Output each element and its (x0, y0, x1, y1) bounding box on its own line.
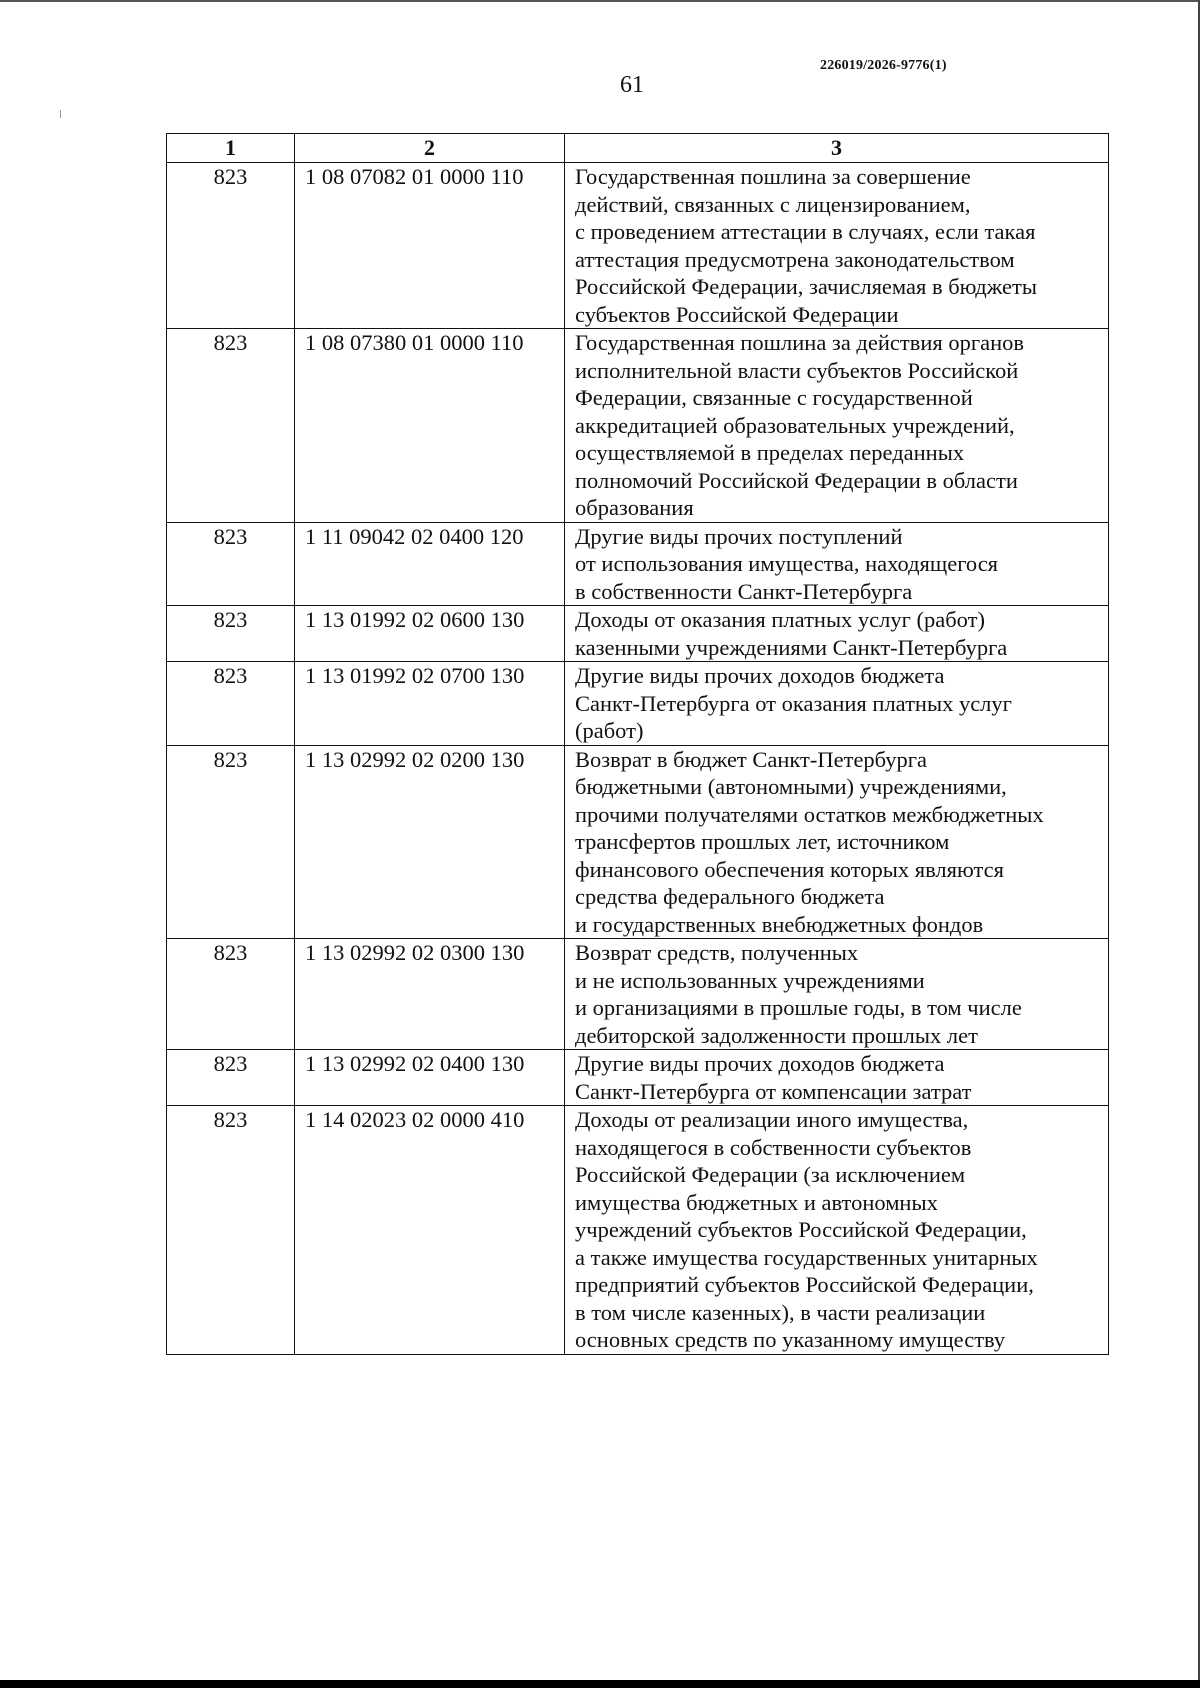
description-line: Федерации, связанные с государственной (575, 385, 973, 410)
description-line: предприятий субъектов Российской Федерации, (575, 1272, 1034, 1297)
description-line: и организациями в прошлые годы, в том числе (575, 995, 1022, 1020)
description-line: находящегося в собственности субъектов (575, 1134, 972, 1160)
description-line: аттестация предусмотрена законодательством (575, 246, 1015, 272)
admin-code-cell: 823 (167, 662, 295, 746)
description-line: учреждений субъектов Российской Федерации, (575, 1217, 1027, 1242)
admin-code-cell: 823 (167, 1106, 295, 1355)
description-line: казенными учреждениями Санкт-Петербурга (575, 634, 1008, 660)
table-header-row (167, 134, 1109, 163)
table-row (167, 522, 1109, 606)
description-line: Другие виды прочих поступлений (575, 523, 903, 549)
budget-code-cell: 1 14 02023 02 0000 410 (295, 1106, 565, 1355)
description-cell (565, 1106, 1109, 1355)
scan-border-top (0, 0, 1200, 2)
budget-code-cell: 1 13 01992 02 0600 130 (295, 606, 565, 662)
description-line: финансового обеспечения которых являются (575, 856, 1004, 882)
description-line: и не использованных учреждениями (575, 967, 925, 993)
description-cell (565, 606, 1109, 662)
description-line: аккредитацией образовательных учреждений, (575, 412, 1015, 438)
scan-border-bottom (0, 1680, 1200, 1688)
description-line: трансфертов прошлых лет, источником (575, 829, 950, 854)
table-row (167, 329, 1109, 523)
description-line: и государственных внебюджетных фондов (575, 911, 984, 937)
budget-code-cell: 1 08 07380 01 0000 110 (295, 329, 565, 523)
column-header-2: 2 (295, 134, 565, 163)
description-line: с проведением аттестации в случаях, если такая (575, 219, 1036, 244)
description-line: образования (575, 495, 694, 520)
description-line: (работ) (575, 718, 644, 743)
page-number: 61 (620, 72, 644, 98)
column-header-1: 1 (167, 134, 295, 163)
description-line: действий, связанных с лицензированием, (575, 191, 971, 217)
budget-code-cell: 1 13 01992 02 0700 130 (295, 662, 565, 746)
description-line: Российской Федерации (за исключением (575, 1162, 966, 1187)
description-cell (565, 1050, 1109, 1106)
table-row (167, 606, 1109, 662)
description-cell (565, 745, 1109, 939)
table-row (167, 939, 1109, 1050)
description-line: Доходы от оказания платных услуг (работ) (575, 607, 985, 632)
description-line: дебиторской задолженности прошлых лет (575, 1022, 978, 1048)
budget-code-cell: 1 08 07082 01 0000 110 (295, 163, 565, 329)
description-cell (565, 163, 1109, 329)
table-row (167, 1106, 1109, 1355)
budget-code-cell: 1 11 09042 02 0400 120 (295, 522, 565, 606)
budget-code-cell: 1 13 02992 02 0300 130 (295, 939, 565, 1050)
description-cell (565, 522, 1109, 606)
admin-code-cell: 823 (167, 163, 295, 329)
description-line: Российской Федерации, зачисляемая в бюджеты (575, 274, 1037, 299)
description-line: Доходы от реализации иного имущества, (575, 1107, 969, 1132)
description-line: а также имущества государственных унитарных (575, 1244, 1038, 1270)
description-line: в том числе казенных), в части реализации (575, 1299, 986, 1325)
admin-code-cell: 823 (167, 745, 295, 939)
budget-code-cell: 1 13 02992 02 0400 130 (295, 1050, 565, 1106)
admin-code-cell: 823 (167, 329, 295, 523)
table-row (167, 662, 1109, 746)
description-line: имущества бюджетных и автономных (575, 1189, 938, 1215)
description-line: Другие виды прочих доходов бюджета (575, 1051, 945, 1076)
admin-code-cell: 823 (167, 939, 295, 1050)
description-line: исполнительной власти субъектов Российской (575, 357, 1019, 383)
table-row (167, 745, 1109, 939)
admin-code-cell: 823 (167, 522, 295, 606)
description-line: Возврат в бюджет Санкт-Петербурга (575, 746, 927, 772)
description-line: в собственности Санкт-Петербурга (575, 578, 913, 604)
description-cell (565, 329, 1109, 523)
description-line: Санкт-Петербурга от компенсации затрат (575, 1078, 972, 1104)
description-line: прочими получателями остатков межбюджетных (575, 801, 1044, 827)
column-header-3: 3 (565, 134, 1109, 163)
table-row (167, 163, 1109, 329)
table-row (167, 1050, 1109, 1106)
budget-code-cell: 1 13 02992 02 0200 130 (295, 745, 565, 939)
description-line: Государственная пошлина за действия органов (575, 330, 1024, 355)
admin-code-cell: 823 (167, 1050, 295, 1106)
revenue-codes-table (166, 133, 1109, 1355)
registration-number: 226019/2026-9776(1) (820, 58, 947, 73)
description-line: Санкт-Петербурга от оказания платных услуг (575, 690, 1012, 716)
description-line: бюджетными (автономными) учреждениями, (575, 774, 1007, 799)
description-line: от использования имущества, находящегося (575, 551, 999, 576)
description-cell (565, 939, 1109, 1050)
description-cell (565, 662, 1109, 746)
description-line: средства федерального бюджета (575, 884, 885, 909)
description-line: Государственная пошлина за совершение (575, 164, 971, 189)
description-line: осуществляемой в пределах переданных (575, 440, 965, 465)
description-line: полномочий Российской Федерации в области (575, 467, 1018, 493)
description-line: субъектов Российской Федерации (575, 301, 899, 327)
description-line: основных средств по указанному имуществу (575, 1327, 1006, 1352)
table-body (167, 163, 1109, 1355)
margin-mark (60, 110, 61, 118)
description-line: Другие виды прочих доходов бюджета (575, 663, 945, 688)
description-line: Возврат средств, полученных (575, 940, 859, 965)
admin-code-cell: 823 (167, 606, 295, 662)
